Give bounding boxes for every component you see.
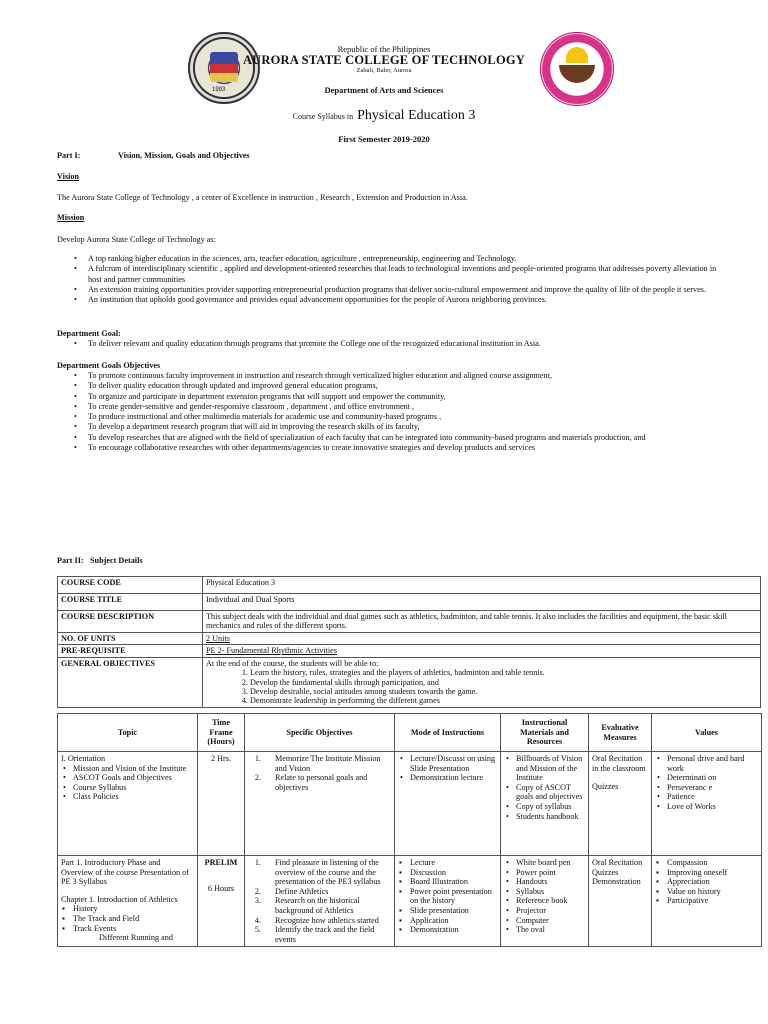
time-value: 6 Hours xyxy=(207,883,235,893)
list-item: ▪ Track Events xyxy=(61,924,194,934)
list-item: ▪ Improving oneself xyxy=(655,868,758,878)
detail-value xyxy=(203,657,761,707)
course-name: Physical Education 3 xyxy=(357,108,476,123)
mode-cell xyxy=(395,856,501,947)
list-item: • To deliver relevant and quality education through programs that promote the College one of the recognized educational institution in Asia. xyxy=(62,339,724,349)
detail-label: GENERAL OBJECTIVES xyxy=(58,657,203,707)
list-item: • Power point xyxy=(504,868,585,878)
general-objectives-list xyxy=(206,668,757,706)
list-item: • The oval xyxy=(504,925,585,935)
objectives-list xyxy=(248,858,391,944)
list-item: ▪ The Track and Field xyxy=(61,914,194,924)
list-item: • Lecture/Discussi on using Slide Presentation xyxy=(398,754,497,773)
objectives-intro: At the end of the course, the students will be able to: xyxy=(206,658,379,668)
detail-value: 2 Units xyxy=(203,632,761,644)
mode-cell xyxy=(395,752,501,856)
list-item: ▪ Power point presentation on the history xyxy=(398,887,497,906)
list-item: • To develop researches that are aligned with the field of specialization of each faculty that can be integrated into community-based programs and materials production, and xyxy=(62,433,724,443)
list-item: • A fulcrum of interdisciplinary scientific , applied and development-oriented researches that leads to technological inventions and people-oriented programs that addresses poverty alleviation in host and partner communities xyxy=(62,264,724,285)
list-item: • To organize and participate in department extension programs that will support and empower the community, xyxy=(62,392,724,402)
term-label: PRELIM xyxy=(204,858,238,867)
column-header: Time Frame (Hours) xyxy=(198,714,245,752)
values-list xyxy=(655,858,758,906)
list-item: • Love of Works xyxy=(655,802,758,812)
subject-details-table xyxy=(57,576,761,708)
list-item: • Computer xyxy=(504,916,585,926)
list-item: 3. Develop desirable, social attitudes among students towards the game. xyxy=(250,687,757,696)
vision-text: The Aurora State College of Technology , a center of Excellence in instruction , Research , Extension and Production in Asia. xyxy=(57,193,468,202)
list-item: • An extension training opportunities provider supporting entrepreneurial production programs that deliver socio-cultural empowerment and improve the quality of life of the people it serves. xyxy=(62,285,724,295)
list-item: ▪ History xyxy=(61,904,194,914)
syllabus-prefix: Course Syllabus in xyxy=(292,112,354,121)
topic-cell xyxy=(58,752,198,856)
evaluation-cell: Oral Recitation Quizzes Demonstration xyxy=(589,856,652,947)
list-item: • Students handbook xyxy=(504,812,585,822)
evaluation-cell xyxy=(589,752,652,856)
table-row xyxy=(58,657,761,707)
table-row xyxy=(58,752,762,856)
evaluation-text: Quizzes xyxy=(592,782,619,792)
detail-label: COURSE CODE xyxy=(58,577,203,594)
topic-title: Part 1. Introductory Phase and Overview of the course Presentation of PE 3 Syllabus xyxy=(61,858,190,887)
time-cell xyxy=(198,856,245,947)
table-row xyxy=(58,856,762,947)
list-item: • Perseveranc e xyxy=(655,783,758,793)
detail-label: COURSE DESCRIPTION xyxy=(58,611,203,633)
materials-list xyxy=(504,754,585,821)
column-header: Mode of Instructions xyxy=(395,714,501,752)
materials-list xyxy=(504,858,585,935)
list-item: • White board pen xyxy=(504,858,585,868)
column-header: Specific Objectives xyxy=(245,714,395,752)
list-item: 4. Recognize how athletics started xyxy=(263,916,391,926)
vision-heading: Vision xyxy=(57,172,79,181)
list-item: 4. Demonstrate leadership in performing the different games xyxy=(250,696,757,705)
list-item: ▪ Board Illustration xyxy=(398,877,497,887)
list-item: • Copy of ASCOT goals and objectives xyxy=(504,783,585,802)
dept-goal-list xyxy=(62,339,724,349)
list-item: • To produce instructional and other multimedia materials for academic use and community-based programs , xyxy=(62,412,724,422)
objectives-cell xyxy=(245,752,395,856)
mission-list xyxy=(62,254,724,305)
list-item: ▪ Discussion xyxy=(398,868,497,878)
list-item: • Mission and Vision of the Institute xyxy=(61,764,194,774)
column-header: Evaluative Measures xyxy=(589,714,652,752)
detail-label: COURSE TITLE xyxy=(58,594,203,611)
list-item: ▪ Lecture xyxy=(398,858,497,868)
list-item: ▪ Compassion xyxy=(655,858,758,868)
department-name: Department of Arts and Sciences xyxy=(324,85,444,95)
values-cell xyxy=(652,856,762,947)
dept-goal-heading: Department Goal: xyxy=(57,329,121,338)
list-item: ▪ Appreciation xyxy=(655,877,758,887)
list-item: • To create gender-sensitive and gender-responsive classroom , department , and office environment , xyxy=(62,402,724,412)
list-item: • To deliver quality education through updated and improved general education programs, xyxy=(62,381,724,391)
list-item: 1. Find pleasure in listening of the overview of the course and the presentation of the PE3 syllabus xyxy=(263,858,391,887)
list-item: • Copy of syllabus xyxy=(504,802,585,812)
table-row xyxy=(58,577,761,594)
list-item: • Demonstration lecture xyxy=(398,773,497,783)
list-item: • An institution that upholds good governance and provides equal advancement opportunities for the people of Aurora neighboring provinces. xyxy=(62,295,724,305)
dept-obj-list xyxy=(62,371,724,453)
list-item: ▪ Demonstration xyxy=(398,925,497,935)
table-header-row xyxy=(58,714,762,752)
list-item: • ASCOT Goals and Objectives xyxy=(61,773,194,783)
list-item: • To encourage collaborative researches with other departments/agencies to create innovative strategies and develop products and services xyxy=(62,443,724,453)
list-item: 2. Develop the fundamental skills through participation, and xyxy=(250,678,757,687)
mission-intro: Develop Aurora State College of Technology as: xyxy=(57,235,216,244)
list-item: ▪ Value on history xyxy=(655,887,758,897)
list-item: • Reference book xyxy=(504,896,585,906)
mode-list xyxy=(398,858,497,935)
syllabus-title xyxy=(0,106,768,124)
dept-obj-heading: Department Goals Objectives xyxy=(57,361,161,370)
chapter-title: Chapter 1. Introduction of Athletics xyxy=(61,894,178,904)
list-item: • Course Syllabus xyxy=(61,783,194,793)
list-item: • Patience xyxy=(655,792,758,802)
evaluation-text: Oral Recitation in the classroom xyxy=(592,754,646,773)
objectives-cell xyxy=(245,856,395,947)
table-row xyxy=(58,632,761,644)
table-row xyxy=(58,594,761,611)
detail-value: This subject deals with the individual and dual games such as athletics, badminton, and table tennis. It also includes the facilities and equipment, the basic skill mechanics and rules of the different sports. xyxy=(203,611,761,633)
time-cell: 2 Hrs. xyxy=(198,752,245,856)
part1-label: Part I: xyxy=(57,151,81,160)
list-item: • Class Policies xyxy=(61,792,194,802)
list-item: • Personal drive and hard work xyxy=(655,754,758,773)
list-item: 2. Define Athletics xyxy=(263,887,391,897)
list-item: • A top ranking higher education in the sciences, arts, teacher education, agriculture , entrepreneurship, engineering and Technology. xyxy=(62,254,724,264)
list-item: ▪ Slide presentation xyxy=(398,906,497,916)
objectives-list xyxy=(248,754,391,792)
list-item: 1. Learn the history, rules, strategies and the players of athletics, badminton and table tennis. xyxy=(250,668,757,677)
values-list xyxy=(655,754,758,812)
list-item: • Billboards of Vision and Mission of the Institute xyxy=(504,754,585,783)
semester: First Semester 2019-2020 xyxy=(338,134,430,144)
mode-list xyxy=(398,754,497,783)
list-item: • Syllabus xyxy=(504,887,585,897)
detail-label: NO. OF UNITS xyxy=(58,632,203,644)
column-header: Topic xyxy=(58,714,198,752)
values-cell xyxy=(652,752,762,856)
list-item: • Determinati on xyxy=(655,773,758,783)
table-row xyxy=(58,645,761,657)
part1-title: Vision, Mission, Goals and Objectives xyxy=(118,151,250,160)
materials-cell xyxy=(501,752,589,856)
table-row xyxy=(58,611,761,633)
list-item: • To develop a department research program that will aid in improving the research skills of its faculty, xyxy=(62,422,724,432)
republic-line: Republic of the Philippines xyxy=(337,44,431,54)
list-item: • Projector xyxy=(504,906,585,916)
list-item: ▪ Participative xyxy=(655,896,758,906)
college-name: AURORA STATE COLLEGE OF TECHNOLOGY xyxy=(242,53,526,67)
column-header: Values xyxy=(652,714,762,752)
part2-label: Part II: xyxy=(57,556,84,565)
list-item: 2. Relate to personal goals and objectives xyxy=(263,773,391,792)
college-address: Zabali, Baler, Aurora xyxy=(356,67,412,74)
list-item: 1. Memorize The Institute Mission and Vision xyxy=(263,754,391,773)
column-header: Instructional Materials and Resources xyxy=(501,714,589,752)
detail-value: PE 2- Fundamental Rhythmic Activities xyxy=(203,645,761,657)
topic-list xyxy=(61,764,194,802)
list-item: • Handouts xyxy=(504,877,585,887)
materials-cell xyxy=(501,856,589,947)
topic-title: I. Orientation xyxy=(61,754,106,763)
detail-value: Individual and Dual Sports xyxy=(203,594,761,611)
detail-value: Physical Education 3 xyxy=(203,577,761,594)
list-item: 3. Research on the historical background of Athletics xyxy=(263,896,391,915)
course-plan-table xyxy=(57,713,762,947)
list-item: • To promote continuous faculty improvement in instruction and research through verticalized higher education and aligned course assignment, xyxy=(62,371,724,381)
part2-title: Subject Details xyxy=(90,556,143,565)
topic-list xyxy=(61,904,194,933)
seal-year: 1993 xyxy=(212,87,226,93)
list-item: 5. Identify the track and the field events xyxy=(263,925,391,944)
topic-subitem: Different Running and xyxy=(99,933,173,943)
topic-cell xyxy=(58,856,198,947)
list-item: ▪ Application xyxy=(398,916,497,926)
mission-heading: Mission xyxy=(57,213,85,222)
detail-label: PRE-REQUISITE xyxy=(58,645,203,657)
